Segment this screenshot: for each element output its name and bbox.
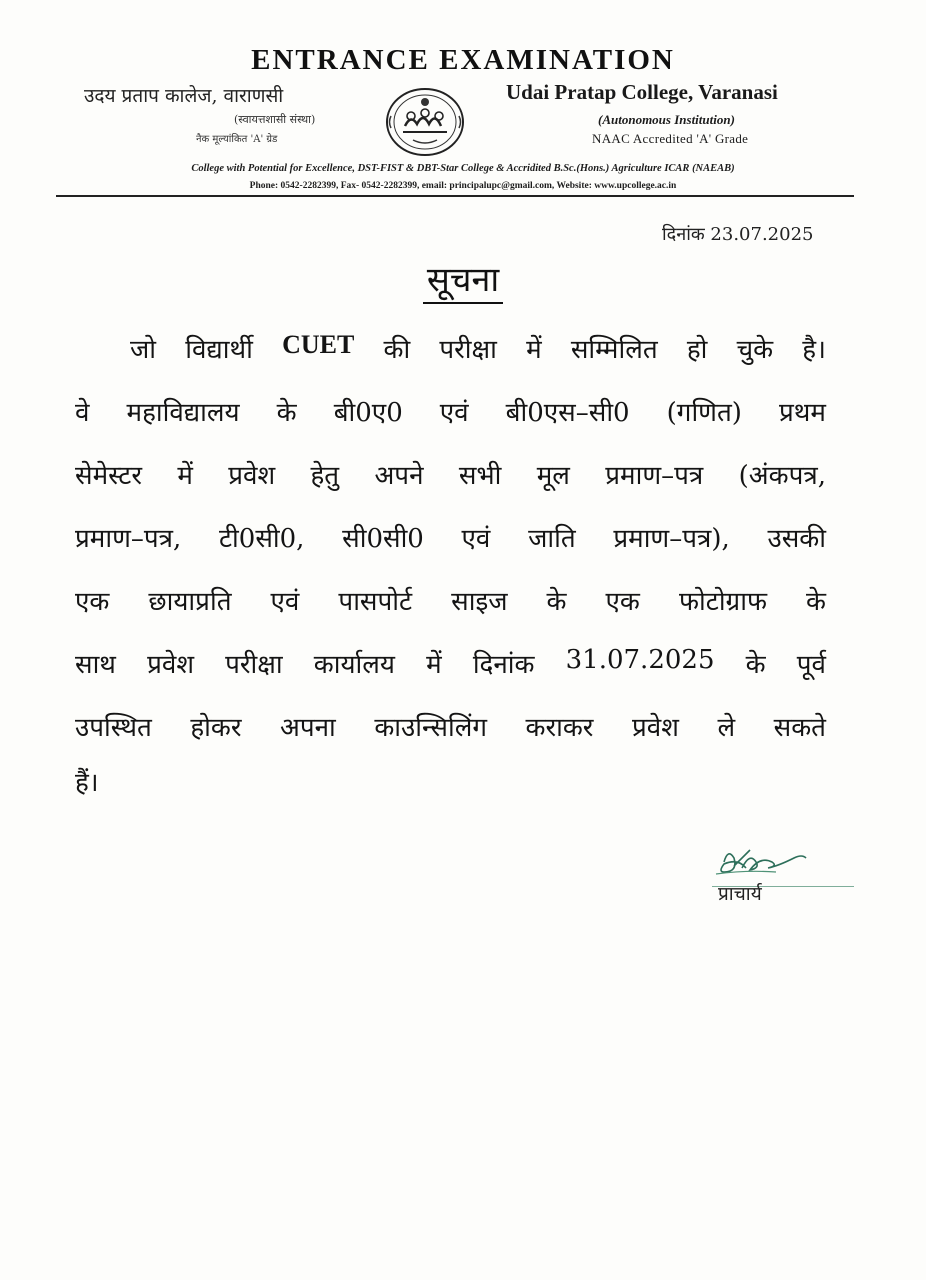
notice-word: के [546, 587, 567, 617]
notice-word: सकते [773, 713, 826, 743]
notice-word: बी0एस–सी0 [505, 398, 630, 428]
notice-word: (गणित) [666, 398, 742, 428]
notice-word: टी0सी0, [218, 524, 305, 554]
notice-word: में [177, 461, 193, 491]
notice-body-line [75, 763, 826, 799]
notice-word: विद्यार्थी [185, 335, 253, 365]
autonomous-hindi: (स्वायत्तशासी संस्था) [234, 113, 316, 126]
notice-word: प्रवेश [228, 461, 276, 491]
notice-word: की [383, 335, 411, 365]
notice-word: एवं [270, 587, 300, 617]
notice-word: मूल [536, 461, 570, 491]
college-tagline: College with Potential for Excellence, DST-FIST & DBT-Star College & Accridited B.Sc.(Hons.) Agriculture ICAR (NAEAB) [191, 163, 735, 174]
header-divider [56, 195, 854, 197]
notice-word: कराकर [525, 713, 594, 743]
naac-grade-english: NAAC Accredited 'A' Grade [592, 131, 749, 146]
notice-word: के [745, 650, 766, 680]
notice-word: में [526, 335, 542, 365]
notice-word: सम्मिलित [570, 335, 658, 365]
notice-word: के [806, 587, 826, 617]
notice-word: वे [75, 398, 90, 428]
notice-word: एवं [439, 398, 469, 428]
autonomous-english: (Autonomous Institution) [598, 112, 735, 127]
notice-word: चुके [736, 335, 774, 365]
notice-word: प्रवेश [631, 713, 679, 743]
notice-word: CUET [282, 330, 355, 359]
notice-word: एक [605, 587, 640, 617]
notice-word: जाति [528, 524, 576, 554]
notice-body-line [75, 708, 826, 744]
notice-word: अपने [374, 461, 424, 491]
notice-word: काउन्सिलिंग [374, 713, 487, 743]
notice-word: हो [686, 335, 708, 365]
notice-word: अपना [280, 713, 336, 743]
notice-word: उसकी [767, 524, 826, 554]
notice-word: ले [717, 713, 736, 743]
notice-title-text: सूचना [423, 260, 503, 304]
notice-word: छायाप्रति [148, 587, 232, 617]
notice-word: पासपोर्ट [338, 587, 413, 617]
notice-word: परीक्षा [439, 335, 497, 365]
notice-word: (अंकपत्र, [738, 461, 826, 491]
notice-word: जो [130, 335, 157, 365]
college-name-hindi: उदय प्रताप कालेज, वाराणसी [84, 85, 284, 107]
notice-word: होकर [190, 713, 242, 743]
notice-word: एक [75, 587, 110, 617]
notice-word: सी0सी0 [342, 524, 424, 554]
notice-body-line [75, 456, 826, 492]
notice-word: परीक्षा [225, 650, 283, 680]
notice-word: के [276, 398, 297, 428]
notice-word: महाविद्यालय [126, 398, 240, 428]
college-contact: Phone: 0542-2282399, Fax- 0542-2282399, email: principalupc@gmail.com, Website: www.upcollege.ac.in [249, 181, 677, 191]
notice-body-line [75, 519, 826, 555]
notice-word: 31.07.2025 [565, 645, 715, 675]
banner-title: ENTRANCE EXAMINATION [251, 44, 675, 76]
notice-body-line [75, 393, 826, 429]
notice-word: एवं [461, 524, 491, 554]
notice-word: पूर्व [796, 650, 826, 680]
notice-word: है। [802, 335, 826, 365]
notice-word: प्रमाण–पत्र [605, 461, 704, 491]
notice-word: साइज [451, 587, 508, 617]
notice-word: प्रथम [778, 398, 826, 428]
notice-word: हैं। [75, 768, 99, 798]
notice-date: दिनांक 23.07.2025 [662, 224, 814, 245]
notice-word: साथ [75, 650, 116, 680]
notice-word: प्रमाण–पत्र), [613, 524, 730, 554]
notice-word: प्रवेश [147, 650, 194, 680]
college-emblem-icon [383, 86, 467, 158]
notice-word: हेतु [310, 461, 340, 491]
notice-word: में [426, 650, 442, 680]
notice-word: बी0ए0 [333, 398, 403, 428]
notice-word: सभी [458, 461, 502, 491]
notice-title [0, 255, 926, 301]
college-name-english: Udai Pratap College, Varanasi [506, 80, 778, 104]
signatory-designation: प्राचार्य [718, 883, 762, 905]
notice-body-line [75, 582, 826, 618]
notice-body-line [75, 645, 826, 681]
notice-body-line [130, 330, 826, 366]
notice-word: प्रमाण–पत्र, [75, 524, 182, 554]
naac-grade-hindi: नैक मूल्यांकित 'A' ग्रेड [196, 134, 278, 145]
notice-word: उपस्थित [75, 713, 152, 743]
notice-word: दिनांक [472, 650, 535, 680]
notice-word: कार्यालय [313, 650, 395, 680]
notice-word: सेमेस्टर [75, 461, 142, 491]
notice-word: फोटोग्राफ [678, 587, 767, 617]
